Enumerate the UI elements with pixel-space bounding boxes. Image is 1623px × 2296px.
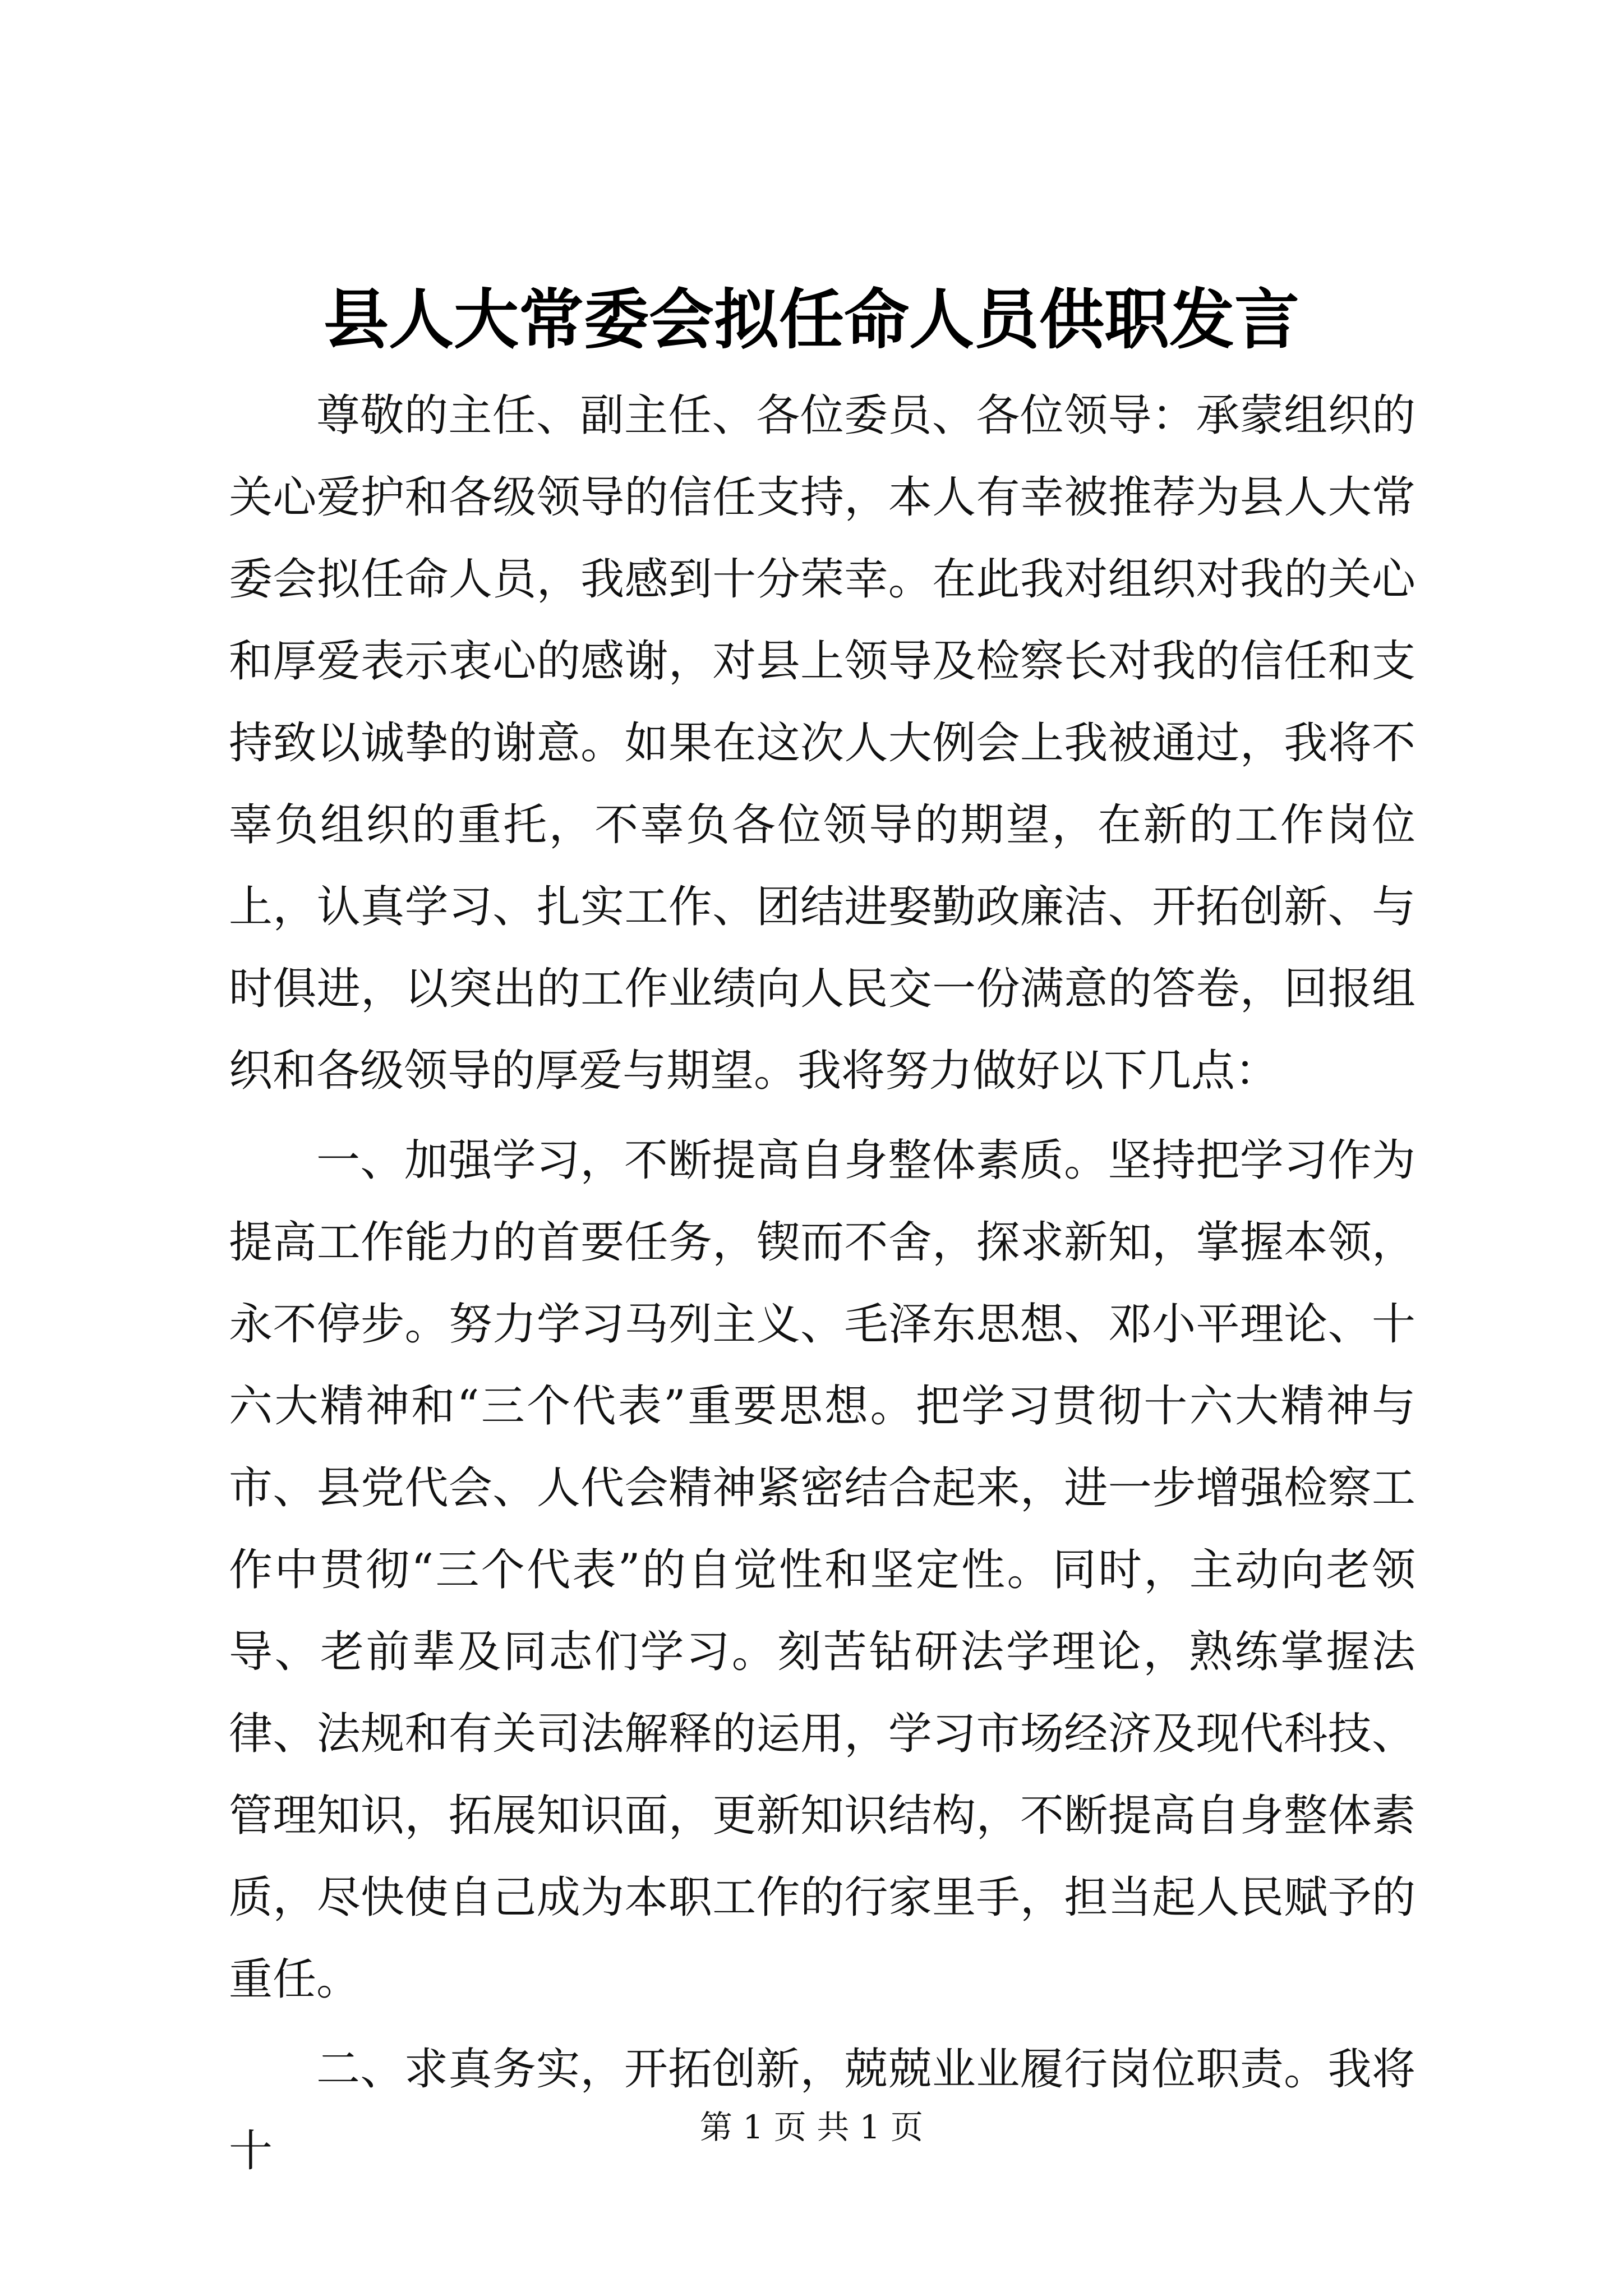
paragraph-opening: 尊敬的主任、副主任、各位委员、各位领导：承蒙组织的关心爱护和各级领导的信任支持，本人有幸被推荐为县人大常委会拟任命人员，我感到十分荣幸。在此我对组织对我的关心和厚爱表示衷心的感谢，对县上领导及检察长对我的信任和支持致以诚挚的谢意。如果在这次人大例会上我被通过，我将不辜负组织的重托，不辜负各位领导的期望，在新的工作岗位上，认真学习、扎实工作、团结进娶勤政廉洁、开拓创新、与时俱进，以突出的工作业绩向人民交一份满意的答卷，回报组织和各级领导的厚爱与期望。我将努力做好以下几点： xyxy=(229,390,1415,1096)
page-footer: 第 1 页 共 1 页 xyxy=(700,2108,923,2146)
document-body xyxy=(229,375,1415,2192)
document-title: 县人大常委会拟任命人员供职发言 xyxy=(324,282,1299,358)
paragraph-point-two: 二、求真务实，开拓创新，兢兢业业履行岗位职责。我将十 xyxy=(229,2044,1415,2177)
paragraph-point-one: 一、加强学习，不断提高自身整体素质。坚持把学习作为提高工作能力的首要任务，锲而不舍，探求新知，掌握本领，永不停步。努力学习马列主义、毛泽东思想、邓小平理论、十六大精神和“三个代表”重要思想。把学习贯彻十六大精神与市、县党代会、人代会精神紧密结合起来，进一步增强检察工作中贯彻“三个代表”的自觉性和坚定性。同时，主动向老领导、老前辈及同志们学习。刻苦钻研法学理论，熟练掌握法律、法规和有关司法解释的运用，学习市场经济及现代科技、管理知识，拓展知识面，更新知识结构，不断提高自身整体素质，尽快使自己成为本职工作的行家里手，担当起人民赋予的重任。 xyxy=(229,1135,1415,2005)
